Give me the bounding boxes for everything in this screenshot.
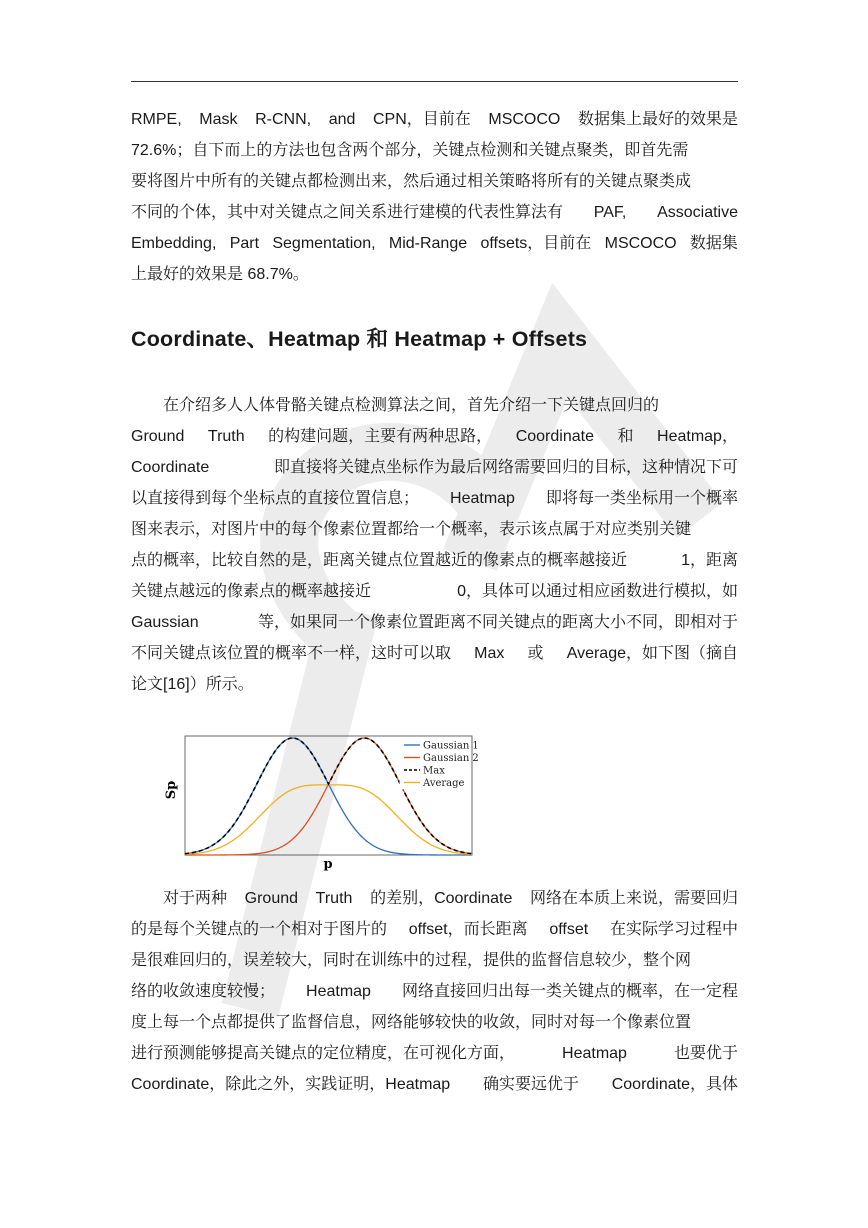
text-segment: 以直接得到每个坐标点的直接位置信息； (131, 490, 420, 507)
legend-label: Average (423, 778, 465, 789)
text-line (131, 104, 738, 135)
text-segment: Coordinate，除此之外，实践证明，Heatmap (131, 1076, 451, 1093)
text-line (131, 545, 738, 576)
text-segment: 对于两种 (163, 890, 228, 907)
text-segment: Gaussian (131, 614, 199, 631)
text-segment: Heatmap (562, 1045, 627, 1062)
text-segment: 网络直接回归出每一类关键点的概率，在一定程 (401, 983, 738, 1000)
text-line (131, 390, 738, 421)
text-line (131, 945, 738, 976)
text-segment: 数据集 (689, 235, 738, 252)
text-segment: 即将每一类坐标用一个概率 (545, 490, 738, 507)
text-segment: 要将图片中所有的关键点都检测出来，然后通过相关策略将所有的关键点聚类成 (131, 173, 692, 190)
text-line (131, 914, 738, 945)
text-line (131, 1038, 738, 1069)
text-segment: Ground (131, 428, 185, 445)
text-line (131, 576, 738, 607)
text-line (131, 483, 738, 514)
text-line (131, 452, 738, 483)
text-segment: 图来表示，对图片中的每个像素位置都给一个概率，表示该点属于对应类别关键 (131, 521, 692, 538)
text-segment: MSCOCO (604, 235, 677, 252)
gaussian-figure (160, 732, 480, 872)
text-segment: Segmentation, (272, 235, 376, 252)
text-segment: 等，如果同一个像素位置距离不同关键点的距离大小不同，即相对于 (257, 614, 738, 631)
text-segment: 关键点越远的像素点的概率越接近 (131, 583, 372, 600)
header-rule (131, 81, 738, 82)
text-segment: 或 (527, 645, 544, 662)
text-line (131, 166, 738, 197)
text-segment: 是很难回归的，误差较大，同时在训练中的过程，提供的监督信息较少，整个网 (131, 952, 692, 969)
y-axis-label: Sp (164, 780, 179, 800)
text-segment: Part (229, 235, 260, 252)
text-segment: 上最好的效果是 68.7%。 (131, 266, 309, 283)
text-segment: offsets，目前在 (480, 235, 592, 252)
text-line (131, 607, 738, 638)
text-line (131, 135, 738, 166)
text-segment: 不同关键点该位置的概率不一样，这时可以取 (131, 645, 452, 662)
text-segment: R-CNN, (255, 111, 312, 128)
text-segment: Heatmap， (657, 428, 738, 445)
text-line (131, 1069, 738, 1100)
text-segment: Mask (199, 111, 238, 128)
paragraph-1 (131, 104, 738, 290)
text-segment: Average，如下图（摘自 (566, 645, 738, 662)
text-segment: 的构建问题，主要有两种思路， (268, 428, 493, 445)
text-segment: Heatmap (450, 490, 515, 507)
text-segment: Truth (315, 890, 353, 907)
text-segment: MSCOCO (488, 111, 561, 128)
text-segment: Mid-Range (388, 235, 468, 252)
legend-label: Gaussian 2 (423, 753, 479, 764)
text-segment: 也要优于 (673, 1045, 738, 1062)
text-segment: 数据集上最好的效果是 (577, 111, 738, 128)
text-segment: 的是每个关键点的一个相对于图片的 (131, 921, 388, 938)
text-segment: Embedding, (131, 235, 217, 252)
text-segment: 的差别，Coordinate (370, 890, 513, 907)
text-segment: and (328, 111, 356, 128)
gaussian-chart (160, 732, 480, 872)
text-segment: 进行预测能够提高关键点的定位精度，在可视化方面， (131, 1045, 516, 1062)
text-segment: Max (474, 645, 505, 662)
text-line (131, 197, 738, 228)
text-segment: 72.6%；自下而上的方法也包含两个部分，关键点检测和关键点聚类，即首先需 (131, 142, 689, 159)
text-segment: 论文[16]）所示。 (131, 676, 254, 693)
x-axis-label: p (323, 857, 333, 872)
text-line (131, 976, 738, 1007)
legend-label: Gaussian 1 (423, 740, 479, 752)
text-line (131, 259, 738, 290)
text-segment: 点的概率，比较自然的是，距离关键点位置越近的像素点的概率越接近 (131, 552, 628, 569)
text-segment: 网络在本质上来说，需要回归 (529, 890, 738, 907)
text-segment: Associative (657, 204, 738, 221)
text-line (131, 883, 738, 914)
section-heading: Coordinate、Heatmap 和 Heatmap + Offsets (131, 327, 588, 351)
text-line (131, 228, 738, 259)
text-segment: CPN，目前在 (372, 111, 471, 128)
text-segment: Coordinate (131, 459, 210, 476)
text-line (131, 514, 738, 545)
text-line (131, 421, 738, 452)
text-segment: 在介绍多人人体骨骼关键点检测算法之间，首先介绍一下关键点回归的 (163, 397, 660, 414)
text-segment: offset，而长距离 (408, 921, 528, 938)
text-line (131, 638, 738, 669)
text-segment: Heatmap (306, 983, 371, 1000)
text-segment: Coordinate，具体 (611, 1076, 738, 1093)
text-segment: 在实际学习过程中 (609, 921, 738, 938)
paragraph-3 (131, 883, 738, 1100)
text-line (131, 669, 738, 700)
text-segment: 和 (617, 428, 634, 445)
text-segment: PAF, (593, 204, 627, 221)
text-segment: Truth (207, 428, 245, 445)
paragraph-2 (131, 390, 738, 700)
legend-label: Max (423, 765, 445, 777)
text-segment: 即直接将关键点坐标作为最后网络需要回归的目标，这种情况下可 (273, 459, 738, 476)
text-line (131, 1007, 738, 1038)
text-segment: Coordinate (515, 428, 594, 445)
series-average (185, 785, 472, 855)
text-segment: RMPE, (131, 111, 182, 128)
text-segment: 络的收敛速度较慢； (131, 983, 276, 1000)
text-segment: 确实要远优于 (482, 1076, 579, 1093)
text-segment: 1，距离 (681, 552, 738, 569)
text-segment: 不同的个体，其中对关键点之间关系进行建模的代表性算法有 (131, 204, 564, 221)
text-segment: Ground (244, 890, 299, 907)
text-segment: offset (549, 921, 589, 938)
text-segment: 0，具体可以通过相应函数进行模拟，如 (457, 583, 738, 600)
text-segment: 度上每一个点都提供了监督信息，网络能够较快的收敛，同时对每一个像素位置 (131, 1014, 692, 1031)
